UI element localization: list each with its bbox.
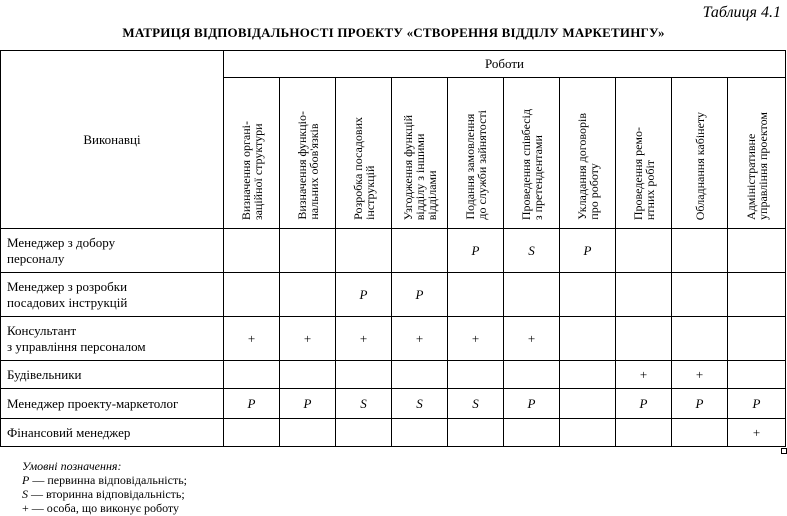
matrix-cell (672, 229, 728, 273)
legend (22, 459, 187, 515)
matrix-cell: P (224, 389, 280, 419)
executor-label: Менеджер з розробки посадових інструкцій (1, 273, 224, 317)
matrix-cell (280, 419, 336, 447)
matrix-cell: P (616, 389, 672, 419)
job-header-8 (616, 78, 672, 229)
table-row (1, 419, 786, 447)
matrix-cell (728, 361, 786, 389)
matrix-cell (336, 419, 392, 447)
matrix-cell (560, 361, 616, 389)
matrix-cell (280, 229, 336, 273)
legend-symbol: + (22, 501, 29, 515)
matrix-cell: S (504, 229, 560, 273)
matrix-cell: + (672, 361, 728, 389)
matrix-cell (672, 273, 728, 317)
matrix-cell: + (616, 361, 672, 389)
job-label: Подання замовлення до служби зайнятості (462, 110, 489, 220)
matrix-cell (280, 361, 336, 389)
table-row (1, 273, 786, 317)
matrix-cell (392, 419, 448, 447)
legend-item (22, 487, 187, 501)
matrix-cell: + (224, 317, 280, 361)
table-row (1, 317, 786, 361)
matrix-cell (504, 419, 560, 447)
matrix-cell: P (560, 229, 616, 273)
matrix-cell (280, 273, 336, 317)
matrix-cell: + (280, 317, 336, 361)
matrix-cell (392, 361, 448, 389)
job-label: Визначення органі- заційної структури (238, 120, 265, 220)
matrix-cell (728, 229, 786, 273)
table-row (1, 389, 786, 419)
legend-symbol: P (22, 473, 30, 487)
job-header-3 (336, 78, 392, 229)
table-row (1, 229, 786, 273)
job-label: Обладнання кабінету (692, 111, 707, 220)
matrix-cell (672, 317, 728, 361)
matrix-cell: P (728, 389, 786, 419)
matrix-cell: + (728, 419, 786, 447)
executor-label: Менеджер проекту-маркетолог (1, 389, 224, 419)
legend-text: — вторинна відповідальність; (28, 487, 185, 501)
matrix-cell (728, 317, 786, 361)
job-label: Розробка посадових інструкцій (350, 117, 377, 220)
legend-text: — первинна відповідальність; (29, 473, 188, 487)
job-label: Узгодження функцій відділу з іншими відділами (400, 114, 439, 220)
matrix-cell: + (336, 317, 392, 361)
legend-symbol: S (22, 487, 28, 501)
matrix-cell: P (336, 273, 392, 317)
job-header-2 (280, 78, 336, 229)
matrix-cell (336, 229, 392, 273)
job-header-4 (392, 78, 448, 229)
matrix-cell (560, 419, 616, 447)
matrix-cell (616, 229, 672, 273)
job-label: Проведення ремо- нтних робіт (630, 126, 657, 220)
legend-item (22, 501, 187, 515)
legend-text: — особа, що виконує роботу (28, 501, 179, 515)
table-row (1, 361, 786, 389)
job-label: Укладання договорів про роботу (574, 113, 601, 220)
works-header: Роботи (224, 51, 786, 78)
matrix-cell: P (392, 273, 448, 317)
legend-heading: Умовні позначення: (22, 459, 122, 473)
matrix-cell: + (504, 317, 560, 361)
matrix-cell: P (504, 389, 560, 419)
matrix-cell (336, 361, 392, 389)
matrix-cell (224, 273, 280, 317)
matrix-cell (504, 273, 560, 317)
matrix-cell: P (280, 389, 336, 419)
matrix-cell (616, 317, 672, 361)
matrix-cell (616, 419, 672, 447)
matrix-cell: S (448, 389, 504, 419)
matrix-cell: + (392, 317, 448, 361)
matrix-cell: P (448, 229, 504, 273)
matrix-body (1, 229, 786, 447)
matrix-cell: P (672, 389, 728, 419)
matrix-cell (448, 273, 504, 317)
job-header-5 (448, 78, 504, 229)
matrix-cell (728, 273, 786, 317)
matrix-cell (616, 273, 672, 317)
job-header-7 (560, 78, 616, 229)
matrix-cell: S (336, 389, 392, 419)
executor-label: Фінансовий менеджер (1, 419, 224, 447)
matrix-cell (560, 317, 616, 361)
executors-header: Виконавці (1, 51, 224, 229)
job-label: Проведення співбесід з претендентами (518, 108, 545, 220)
matrix-cell (672, 419, 728, 447)
job-header-6 (504, 78, 560, 229)
page-title: МАТРИЦЯ ВІДПОВІДАЛЬНОСТІ ПРОЕКТУ «СТВОРЕННЯ ВІДДІЛУ МАРКЕТИНГУ» (122, 25, 665, 40)
job-header-1 (224, 78, 280, 229)
matrix-cell (224, 419, 280, 447)
matrix-cell (448, 419, 504, 447)
table-number: Таблиця 4.1 (702, 4, 781, 21)
job-label: Адміністративне управління проектом (743, 112, 770, 220)
matrix-cell (560, 273, 616, 317)
corner-mark (781, 448, 787, 454)
job-header-10 (728, 78, 786, 229)
matrix-cell: S (392, 389, 448, 419)
legend-item (22, 473, 187, 487)
matrix-cell (448, 361, 504, 389)
matrix-cell (392, 229, 448, 273)
executor-label: Будівельники (1, 361, 224, 389)
matrix-cell (504, 361, 560, 389)
matrix-cell (224, 229, 280, 273)
matrix-cell: + (448, 317, 504, 361)
matrix-cell (224, 361, 280, 389)
legend-items (22, 473, 187, 515)
executor-label: Консультант з управління персоналом (1, 317, 224, 361)
job-label: Визначення функціо- нальних обов'язків (294, 111, 321, 220)
job-header-9 (672, 78, 728, 229)
responsibility-matrix (0, 50, 786, 447)
executor-label: Менеджер з добору персоналу (1, 229, 224, 273)
matrix-cell (560, 389, 616, 419)
